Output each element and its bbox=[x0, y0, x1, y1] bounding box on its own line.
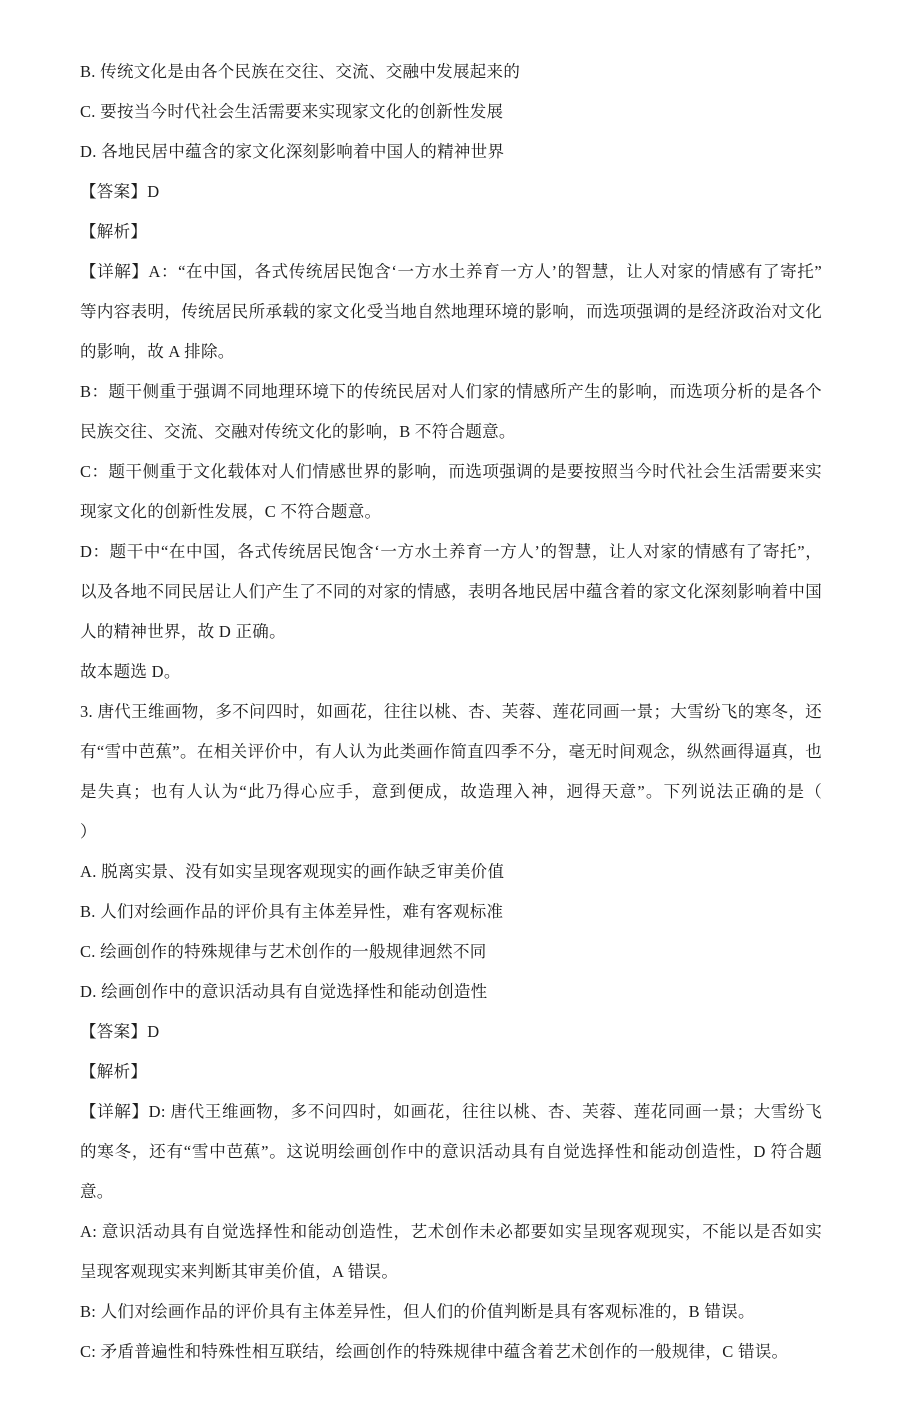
q3-option-a: A. 脱离实景、没有如实呈现客观现实的画作缺乏审美价值 bbox=[80, 862, 505, 881]
q2-option-c: C. 要按当今时代社会生活需要来实现家文化的创新性发展 bbox=[80, 102, 504, 121]
q2-option-d: D. 各地民居中蕴含的家文化深刻影响着中国人的精神世界 bbox=[80, 142, 505, 161]
q2-analysis-label: 【解析】 bbox=[80, 222, 148, 241]
q3-explanation-d: 【详解】D: 唐代王维画物，多不问四时，如画花，往往以桃、杏、芙蓉、莲花同画一景；大雪纷飞的寒冬，还有“雪中芭蕉”。这说明绘画创作中的意识活动具有自觉选择性和能动创造性，D 符合题意。 bbox=[80, 1102, 822, 1201]
q2-explanation-a: 【详解】A：“在中国，各式传统居民饱含‘一方水土养育一方人’的智慧，让人对家的情感有了寄托”等内容表明，传统居民所承载的家文化受当地自然地理环境的影响，而选项强调的是经济政治对文化的影响，故 A 排除。 bbox=[80, 262, 822, 361]
q2-conclusion: 故本题选 D。 bbox=[80, 662, 181, 681]
q3-explanation-a: A: 意识活动具有自觉选择性和能动创造性，艺术创作未必都要如实呈现客观现实，不能以是否如实呈现客观现实来判断其审美价值，A 错误。 bbox=[80, 1222, 822, 1281]
q2-option-b: B. 传统文化是由各个民族在交往、交流、交融中发展起来的 bbox=[80, 62, 521, 81]
q3-analysis-label: 【解析】 bbox=[80, 1062, 148, 1081]
q3-explanation-b: B: 人们对绘画作品的评价具有主体差异性，但人们的价值判断是具有客观标准的，B 错误。 bbox=[80, 1302, 755, 1321]
q3-explanation-c: C: 矛盾普遍性和特殊性相互联结，绘画创作的特殊规律中蕴含着艺术创作的一般规律，C 错误。 bbox=[80, 1342, 789, 1361]
q3-stem: 3. 唐代王维画物，多不问四时，如画花，往往以桃、杏、芙蓉、莲花同画一景；大雪纷飞的寒冬，还有“雪中芭蕉”。在相关评价中，有人认为此类画作简直四季不分，毫无时间观念，纵然画得逼真，也是失真；也有人认为“此乃得心应手，意到便成，故造理入神，迥得天意”。下列说法正确的是（ ） bbox=[80, 702, 856, 841]
q3-answer-line: 【答案】D bbox=[80, 1022, 160, 1041]
q2-explanation-d: D：题干中“在中国，各式传统居民饱含‘一方水土养育一方人’的智慧，让人对家的情感有了寄托”，以及各地不同民居让人们产生了不同的对家的情感，表明各地民居中蕴含着的家文化深刻影响着中国人的精神世界，故 D 正确。 bbox=[80, 542, 822, 641]
q3-option-b: B. 人们对绘画作品的评价具有主体差异性，难有客观标准 bbox=[80, 902, 504, 921]
q2-explanation-b: B：题干侧重于强调不同地理环境下的传统民居对人们家的情感所产生的影响，而选项分析的是各个民族交往、交流、交融对传统文化的影响，B 不符合题意。 bbox=[80, 382, 822, 441]
q2-explanation-c: C：题干侧重于文化载体对人们情感世界的影响，而选项强调的是要按照当今时代社会生活需要来实现家文化的创新性发展，C 不符合题意。 bbox=[80, 462, 822, 521]
q2-answer-line: 【答案】D bbox=[80, 182, 160, 201]
q3-option-c: C. 绘画创作的特殊规律与艺术创作的一般规律迥然不同 bbox=[80, 942, 487, 961]
q3-option-d: D. 绘画创作中的意识活动具有自觉选择性和能动创造性 bbox=[80, 982, 488, 1001]
